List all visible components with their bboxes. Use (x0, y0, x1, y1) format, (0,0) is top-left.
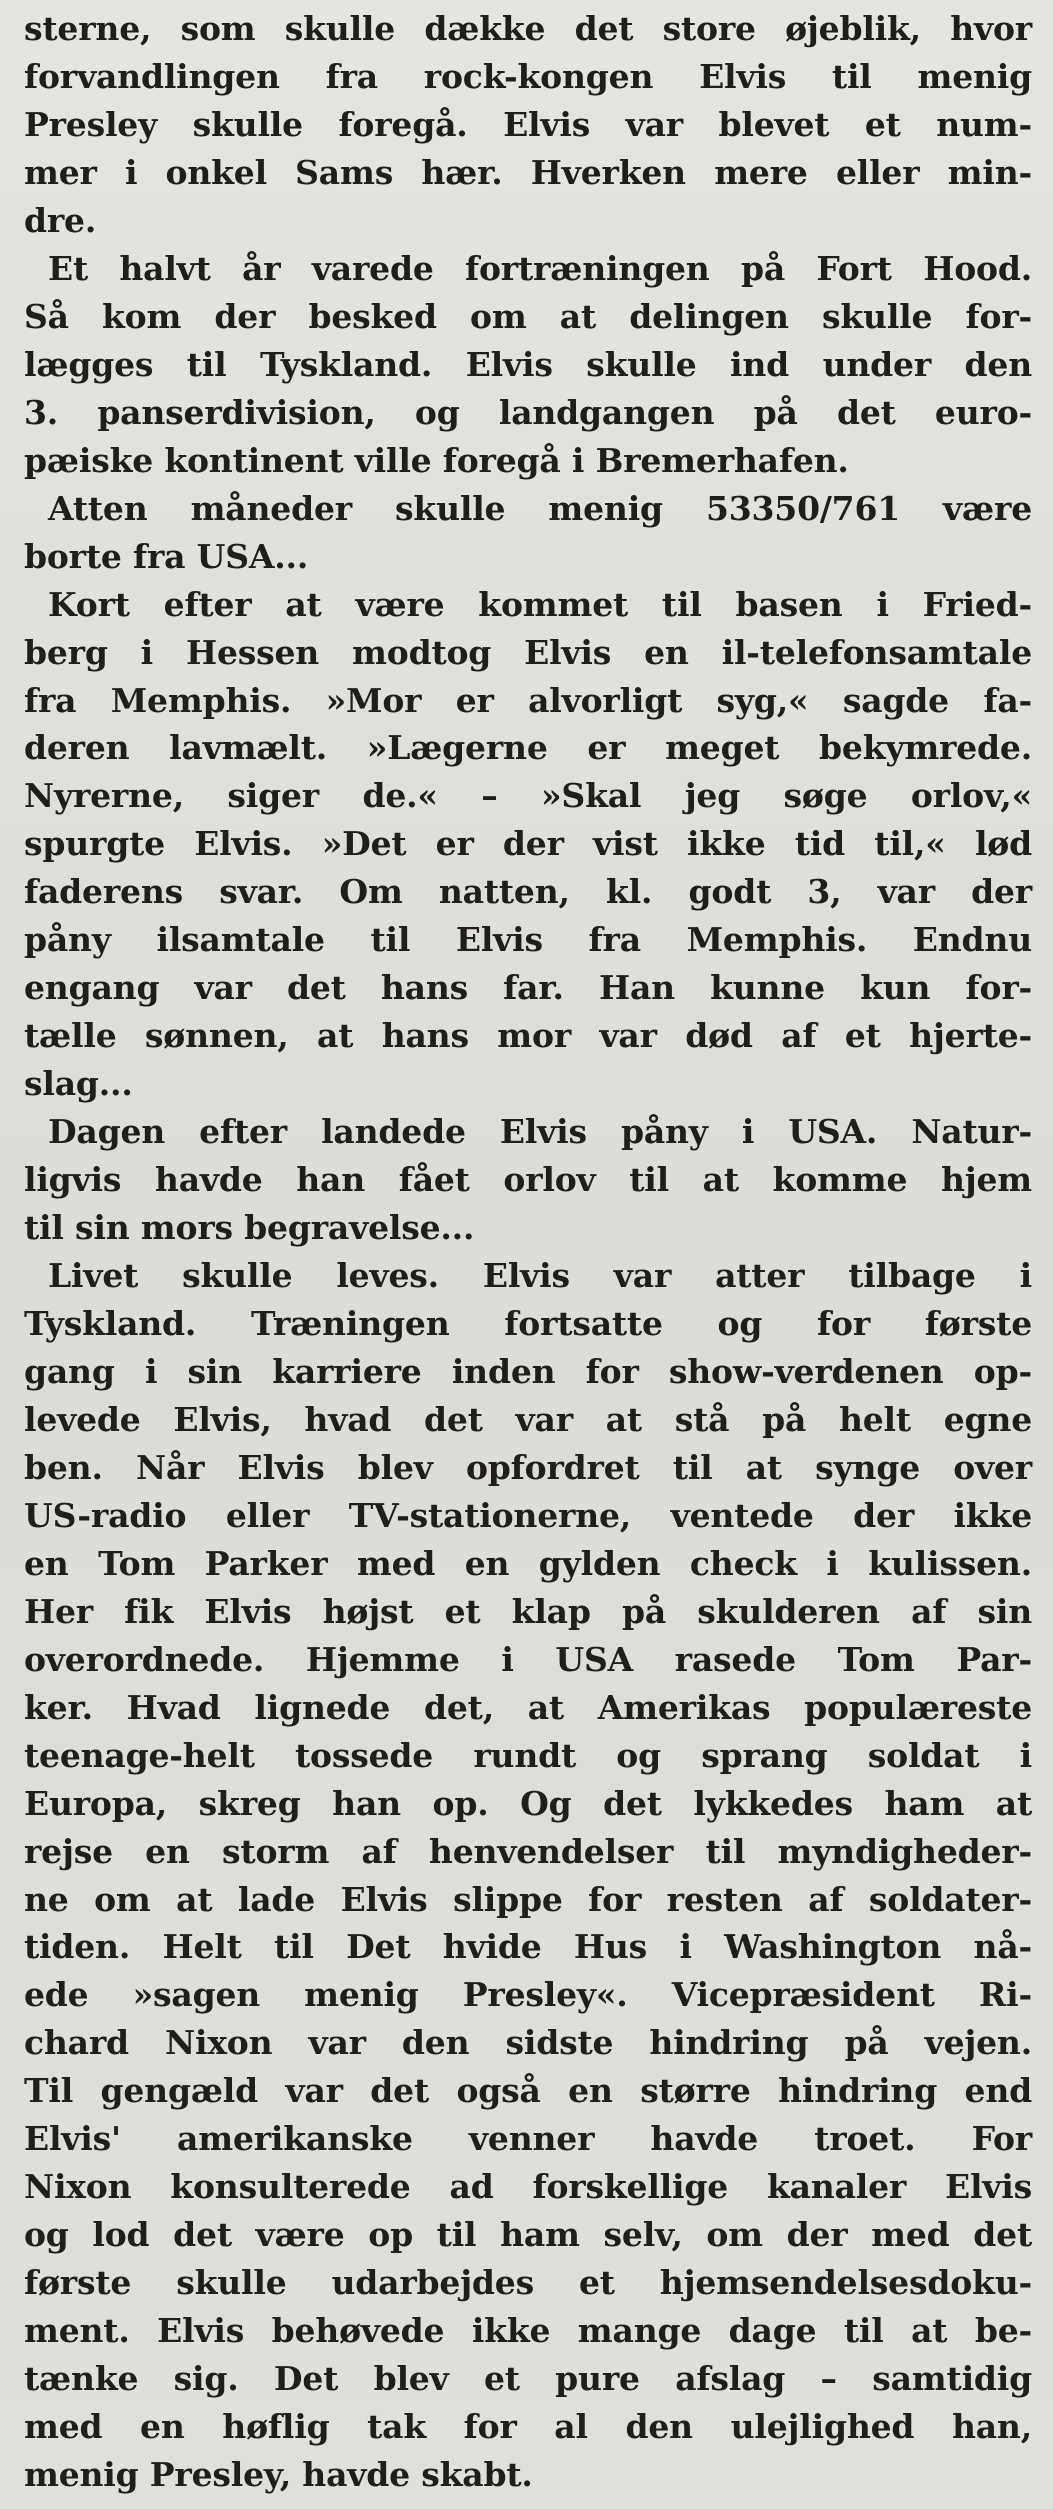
text-line: borte fra USA... (24, 536, 309, 576)
text-line: spurgte Elvis. »Det er der vist ikke tid til,« lød (24, 824, 1032, 864)
text-line: teenage-helt tossede rundt og sprang soldat i (24, 1735, 1032, 1775)
text-line: Nixon konsulterede ad forskellige kanaler Elvis (24, 2167, 1032, 2207)
text-line: ment. Elvis behøvede ikke mange dage til at be- (24, 2311, 1032, 2351)
text-line: Et halvt år varede fortræningen på Fort Hood. (48, 248, 1032, 288)
text-line: sterne, som skulle dække det store øjeblik, hvor (24, 9, 1032, 48)
text-line: gang i sin karriere inden for show-verdenen op- (24, 1351, 1032, 1391)
text-line: Atten måneder skulle menig 53350/761 være (48, 488, 1032, 528)
text-line: med en høflig tak for al den ulejlighed han, (24, 2407, 1032, 2446)
text-line: US-radio eller TV-stationerne, ventede der ikke (24, 1495, 1032, 1535)
text-line: slag... (24, 1064, 133, 1104)
text-line: Elvis' amerikanske venner havde troet. For (24, 2119, 1032, 2159)
text-line: Dagen efter landede Elvis påny i USA. Natur- (48, 1112, 1032, 1152)
text-line: Så kom der besked om at delingen skulle for- (24, 296, 1032, 336)
text-line: dre. (24, 200, 97, 240)
text-line: engang var det hans far. Han kunne kun for- (24, 968, 1032, 1008)
text-line: faderens svar. Om natten, kl. godt 3, var der (24, 872, 1032, 912)
text-line: ker. Hvad lignede det, at Amerikas populæreste (24, 1687, 1032, 1727)
text-line: rejse en storm af henvendelser til myndigheder- (24, 1831, 1032, 1871)
text-line: forvandlingen fra rock-kongen Elvis til menig (24, 57, 1032, 96)
text-line: pæiske kontinent ville foregå i Bremerhafen. (24, 440, 849, 480)
article-page (24, 0, 1032, 2509)
text-line: og lod det være op til ham selv, om der med det (24, 2215, 1032, 2255)
text-line: berg i Hessen modtog Elvis en il-telefonsamtale (24, 632, 1032, 672)
text-line: tænke sig. Det blev et pure afslag – samtidig (24, 2359, 1032, 2399)
text-line: påny ilsamtale til Elvis fra Memphis. Endnu (24, 920, 1032, 960)
text-line: Tyskland. Træningen fortsatte og for første (24, 1303, 1032, 1343)
text-line: ne om at lade Elvis slippe for resten af soldater- (24, 1879, 1032, 1919)
text-line: ben. Når Elvis blev opfordret til at synge over (24, 1447, 1032, 1487)
text-line: en Tom Parker med en gylden check i kulissen. (24, 1543, 1032, 1583)
text-line: til sin mors begravelse... (24, 1208, 475, 1247)
text-line: Livet skulle leves. Elvis var atter tilbage i (48, 1256, 1032, 1295)
text-line: Her fik Elvis højst et klap på skulderen af sin (24, 1591, 1032, 1631)
text-line: Til gengæld var det også en større hindring end (24, 2071, 1032, 2111)
text-line: ede »sagen menig Presley«. Vicepræsident Ri- (24, 1975, 1032, 2015)
text-line: Kort efter at være kommet til basen i Fried- (48, 584, 1032, 624)
text-line: ligvis havde han fået orlov til at komme hjem (24, 1160, 1032, 1200)
text-line: Presley skulle foregå. Elvis var blevet et num- (24, 104, 1032, 144)
text-line: overordnede. Hjemme i USA rasede Tom Par- (24, 1639, 1032, 1679)
text-line: menig Presley, havde skabt. (24, 2455, 533, 2494)
text-line: Nyrerne, siger de.« – »Skal jeg søge orlov,« (24, 776, 1032, 816)
text-line: tælle sønnen, at hans mor var død af et hjerte- (24, 1016, 1032, 1056)
text-line: deren lavmælt. »Lægerne er meget bekymrede. (24, 728, 1032, 768)
text-line: fra Memphis. »Mor er alvorligt syg,« sagde fa- (24, 680, 1032, 720)
text-line: første skulle udarbejdes et hjemsendelsesdoku- (24, 2263, 1032, 2303)
text-line: 3. panserdivision, og landgangen på det euro- (24, 392, 1032, 432)
text-line: tiden. Helt til Det hvide Hus i Washington nå- (24, 1927, 1032, 1967)
text-line: levede Elvis, hvad det var at stå på helt egne (24, 1399, 1032, 1439)
text-line: Europa, skreg han op. Og det lykkedes ham at (24, 1783, 1032, 1823)
text-line: lægges til Tyskland. Elvis skulle ind under den (24, 344, 1032, 384)
text-line: mer i onkel Sams hær. Hverken mere eller min- (24, 152, 1032, 192)
text-line: chard Nixon var den sidste hindring på vejen. (24, 2023, 1032, 2063)
